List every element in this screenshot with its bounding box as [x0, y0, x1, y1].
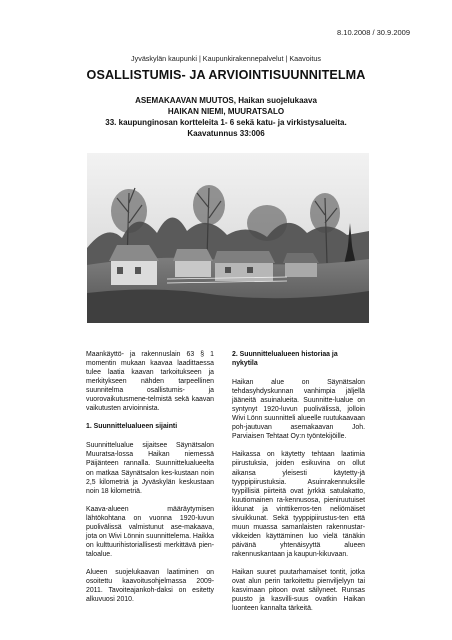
subtitle-line-2: HAIKAN NIEMI, MUURATSALO	[167, 107, 285, 116]
section-2-paragraph-2: Haikassa on käytetty tehtaan laatimia piirustuksia, joiden esikuvina on ollut aikansa yleisesti käytetty-jä tyyppipiirustuksia. Asuinrakennuksille tyypillisiä piirteitä ovat jyrkkä satulakatto, kuutiomainen ra-kennusosa, pieniruutuiset ikkunat ja vinttikerros-ten neliömäiset sivuikkunat. Sekä tyyppipiirustus-ten että muun muassa samanlaisten rakennustar-vikkeiden käyttäminen luo vielä tänäkin päivänä yhtenäisyyttä alueen rakennuskantaan ja kaupun-kikuvaan.	[232, 451, 365, 558]
document-title: OSALLISTUMIS- JA ARVIOINTISUUNNITELMA	[86, 68, 366, 82]
section-2-paragraph-1: Haikan alue on Säynätsalon tehdasyhdyskunnan vanhimpia jäljellä jääneitä asuinalueita. Suunnitte-lualue on syntynyt 1920-luvun puolivälissä, jolloin Wivi Lönn suunnitteli alueelle ruutukaavaan poh-jautuvan asemakaavan Joh. Parviaisen Tehtaat Oy:n työntekijöille.	[232, 379, 365, 441]
section-2-heading: 2. Suunnittelualueen historiaa ja nykytila	[232, 351, 338, 368]
subtitle-line-3: 33. kaupunginosan kortteleita 1- 6 sekä katu- ja virkistysalueita.	[105, 118, 347, 127]
organization-line: Jyväskylän kaupunki | Kaupunkirakennepalvelut | Kaavoitus	[131, 54, 321, 63]
right-column	[232, 350, 365, 622]
section-1-paragraph-1: Suunnittelualue sijaitsee Säynätsalon Muuratsa-lossa Haikan niemessä Päijänteen rannalla. Suunnittelualueelta on matkaa Säynätsalon kes-kustaan noin 2,5 kilometriä ja Jyväskylän keskustaan noin 18 kilometriä.	[86, 442, 214, 495]
section-1-paragraph-3: Alueen suojelukaavan laatiminen on osoitettu kaavoitusohjelmassa 2009-2011. Tavoiteajankoh-daksi on esitetty alkuvuosi 2010.	[86, 568, 214, 604]
section-1-paragraph-2: Kaava-alueen määräytymisen lähtökohtana on vuonna 1920-luvun puolivälissä valmistunut ase-makaava, jota on Wivi Lönnin suunnittelema. Haikka on kulttuurihistoriallisesti merkittävä pien-taloalue.	[86, 505, 214, 558]
document-date: 8.10.2008 / 30.9.2009	[337, 28, 410, 37]
area-photo-image	[87, 153, 369, 323]
plan-subtitle	[0, 95, 452, 139]
section-2-paragraph-3: Haikan suuret puutarhamaiset tontit, jotka ovat alun perin tarkoitettu pienviljelyyn tai kasvimaan pitoon ovat säilyneet. Runsas puusto ja kasvilli-suus ovatkin Haikan luonteen kannalta tärkeitä.	[232, 568, 365, 613]
left-column	[86, 350, 214, 613]
section-1-heading: 1. Suunnittelualueen sijainti	[86, 423, 178, 431]
intro-paragraph: Maankäyttö- ja rakennuslain 63 § 1 momentin mukaan kaavaa laadittaessa tulee laatia kaavan tarkoitukseen ja merkitykseen nähden tarpeellinen suunnitelma osallistumis- ja vuorovaikutusmene-telmistä sekä kaavan vaikutusten arvioinnista.	[86, 351, 214, 413]
area-photo	[87, 153, 369, 323]
subtitle-line-4: Kaavatunnus 33:006	[187, 129, 265, 138]
subtitle-line-1: ASEMAKAAVAN MUUTOS, Haikan suojelukaava	[135, 96, 317, 105]
